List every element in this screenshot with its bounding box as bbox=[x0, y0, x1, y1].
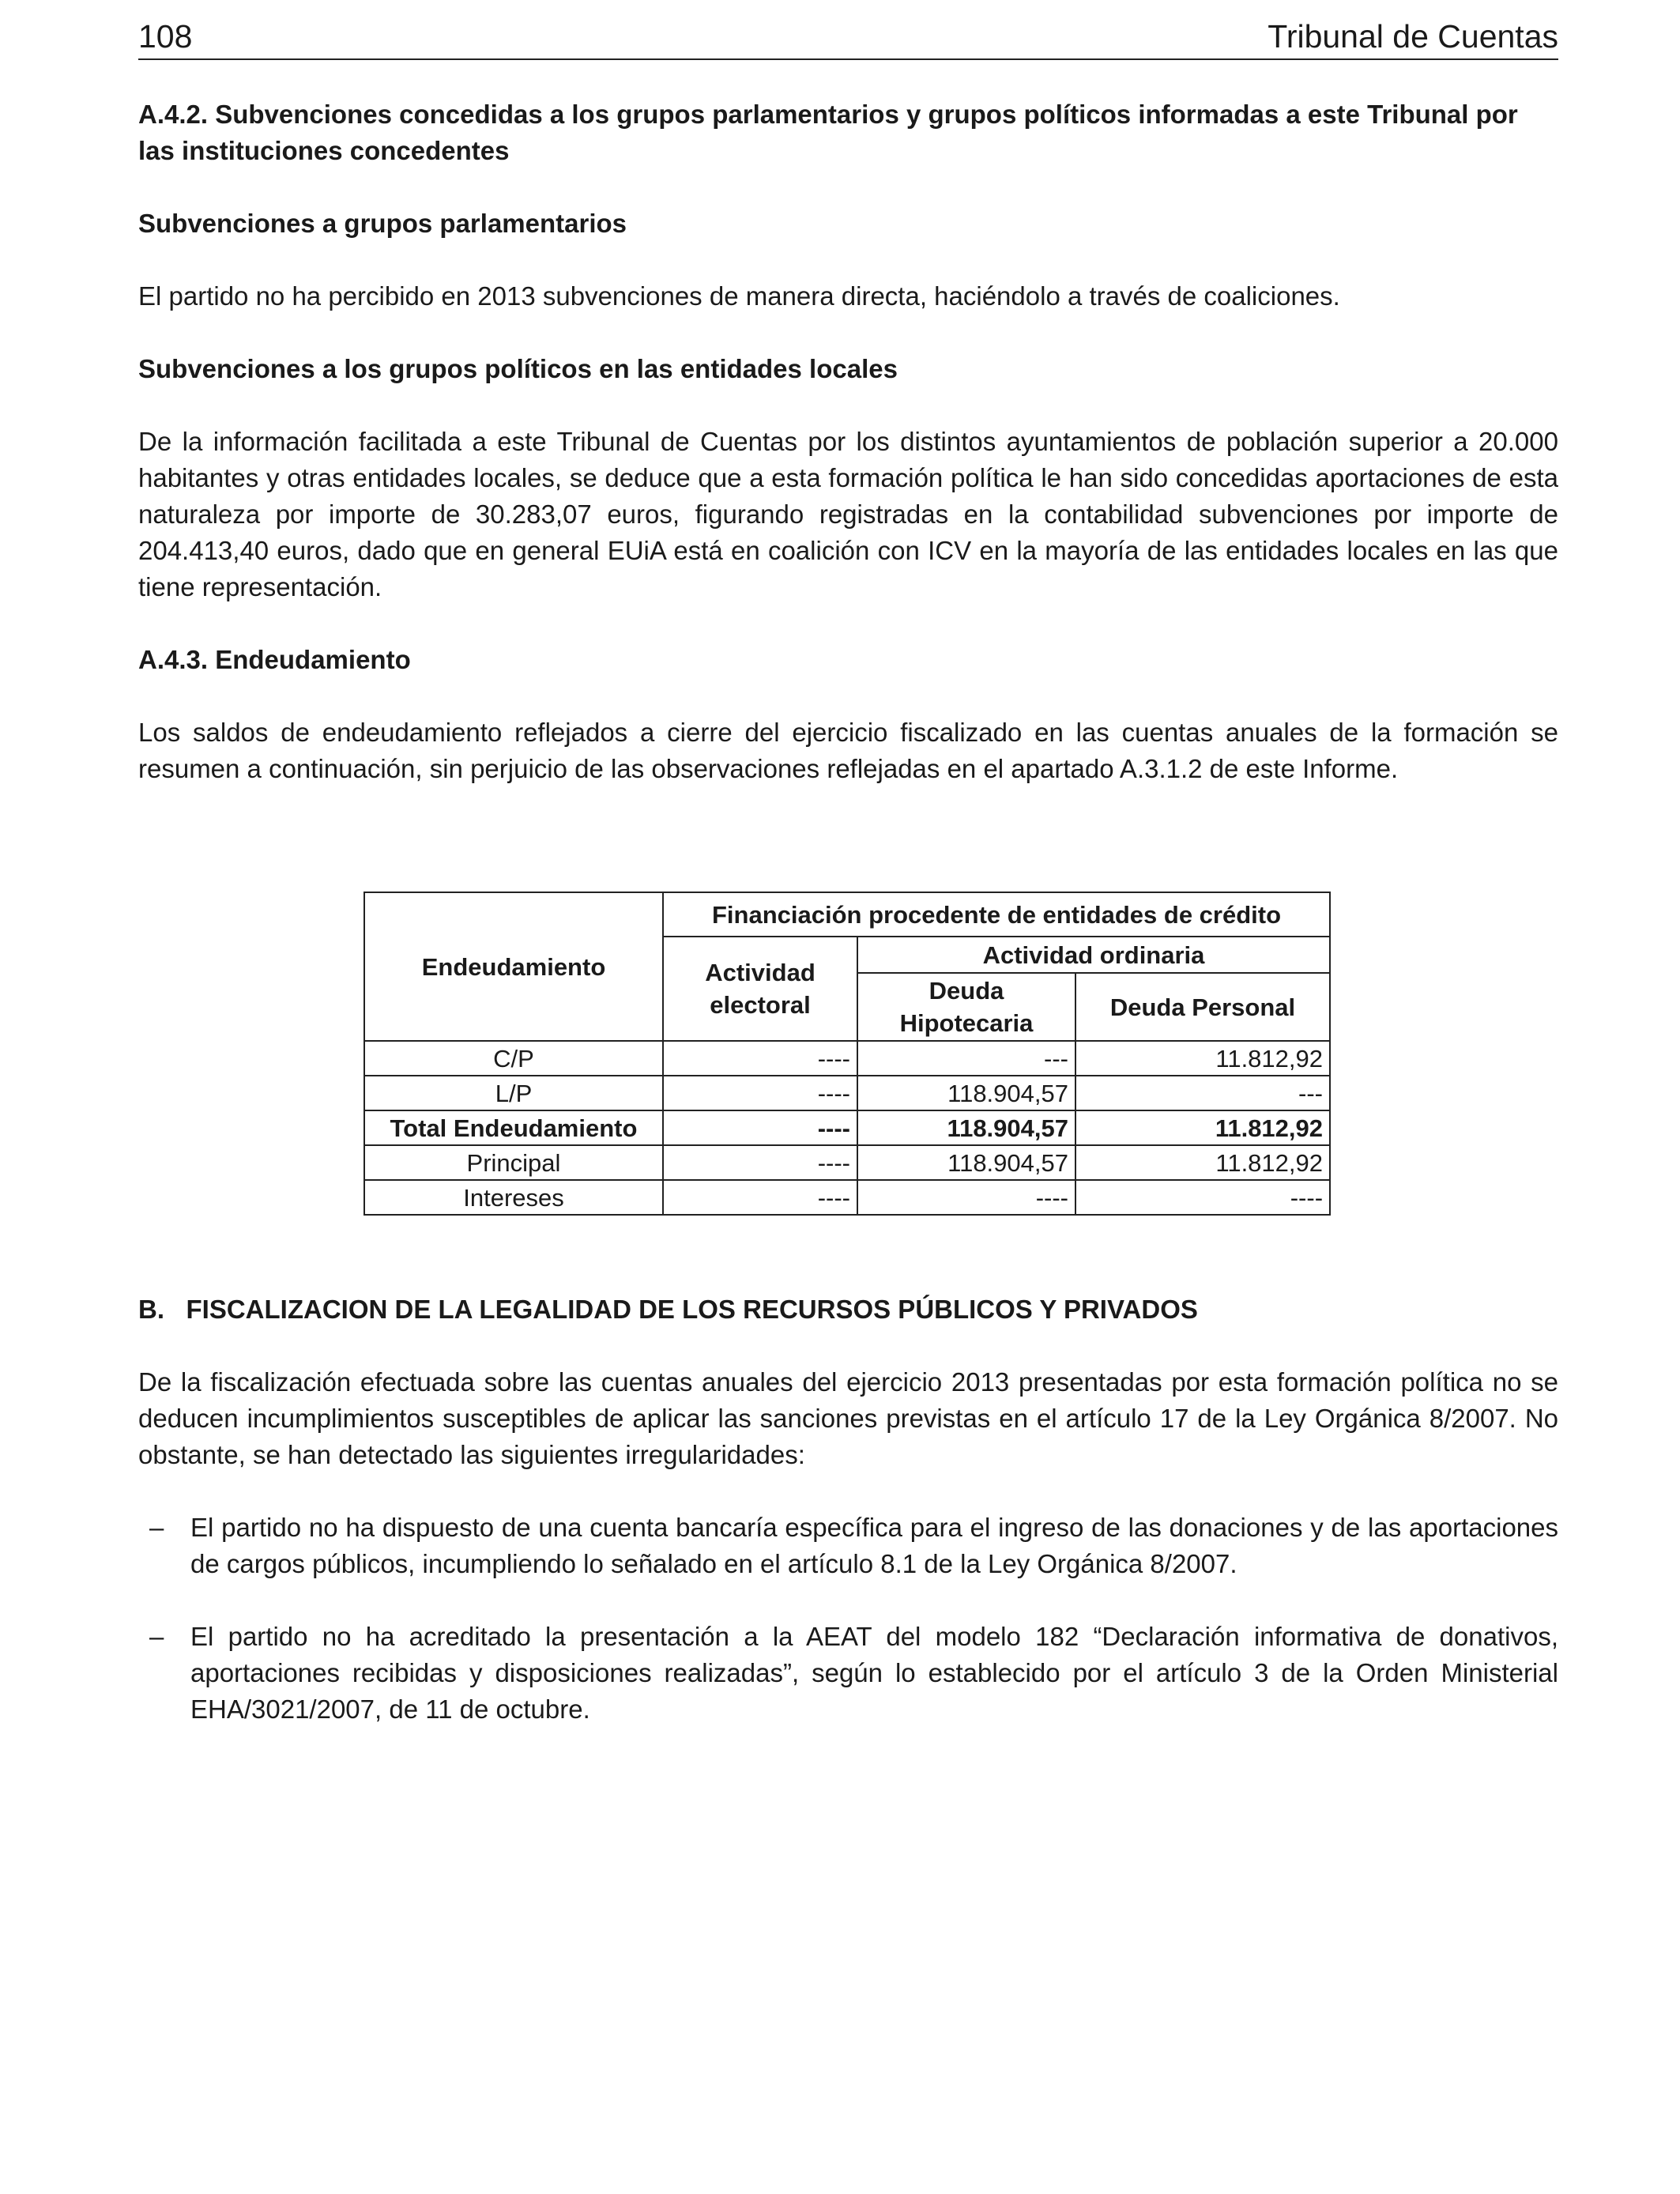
table-row bbox=[364, 1076, 1330, 1110]
section-b-intro: De la fiscalización efectuada sobre las cuentas anuales del ejercicio 2013 presentadas por esta formación política no se deducen incumplimientos susceptibles de aplicar las sanciones previstas en el artículo 17 de la Ley Orgánica 8/2007. No obstante, se han detectado las siguientes irregularidades: bbox=[138, 1367, 1558, 1469]
subsection-grupos-parlamentarios-text: El partido no ha percibido en 2013 subvenciones de manera directa, haciéndolo a través de coaliciones. bbox=[138, 281, 1340, 311]
row-label: Principal bbox=[364, 1145, 663, 1180]
cell-deuda-personal: ---- bbox=[1075, 1180, 1330, 1215]
section-b-title: B. FISCALIZACION DE LA LEGALIDAD DE LOS RECURSOS PÚBLICOS Y PRIVADOS bbox=[138, 1295, 1198, 1324]
irregularities-list bbox=[138, 1510, 1558, 1728]
running-title: Tribunal de Cuentas bbox=[1268, 18, 1558, 55]
section-a43-text: Los saldos de endeudamiento reflejados a cierre del ejercicio fiscalizado en las cuentas anuales de la formación se resumen a continuación, sin perjuicio de las observaciones reflejadas en el apartado A.3.1.2 de este Informe. bbox=[138, 718, 1558, 783]
header-endeudamiento: Endeudamiento bbox=[364, 892, 663, 1041]
table-row-total bbox=[364, 1110, 1330, 1145]
cell-deuda-hipotecaria: 118.904,57 bbox=[857, 1145, 1075, 1180]
page-content bbox=[138, 96, 1558, 1764]
cell-deuda-personal: 11.812,92 bbox=[1075, 1110, 1330, 1145]
row-label: Total Endeudamiento bbox=[364, 1110, 663, 1145]
cell-actividad-electoral: ---- bbox=[663, 1076, 857, 1110]
cell-deuda-hipotecaria: ---- bbox=[857, 1180, 1075, 1215]
list-item-text: El partido no ha dispuesto de una cuenta bancaría específica para el ingreso de las donaciones y de las aportaciones de cargos públicos, incumpliendo lo señalado en el artículo 8.1 de la Ley Orgánica 8/2007. bbox=[190, 1513, 1558, 1578]
table-row bbox=[364, 1180, 1330, 1215]
list-item bbox=[138, 1510, 1558, 1582]
cell-deuda-personal: 11.812,92 bbox=[1075, 1145, 1330, 1180]
running-header bbox=[138, 14, 1558, 60]
list-item-text: El partido no ha acreditado la presentación a la AEAT del modelo 182 “Declaración informativa de donativos, aportaciones recibidas y disposiciones realizadas”, según lo establecido por el artículo 3 de la Orden Ministerial EHA/3021/2007, de 11 de octubre. bbox=[190, 1622, 1558, 1724]
debt-table bbox=[363, 892, 1331, 1216]
cell-deuda-hipotecaria: 118.904,57 bbox=[857, 1076, 1075, 1110]
debt-table-container bbox=[363, 892, 1329, 1216]
header-actividad-ordinaria: Actividad ordinaria bbox=[857, 937, 1330, 973]
cell-actividad-electoral: ---- bbox=[663, 1110, 857, 1145]
cell-actividad-electoral: ---- bbox=[663, 1145, 857, 1180]
subsection-entidades-locales-text: De la información facilitada a este Tribunal de Cuentas por los distintos ayuntamientos de población superior a 20.000 habitantes y otras entidades locales, se deduce que a esta formación política le han sido concedidas aportaciones de esta naturaleza por importe de 30.283,07 euros, figurando registradas en la contabilidad subvenciones por importe de 204.413,40 euros, dado que en general EUiA está en coalición con ICV en la mayoría de las entidades locales en las que tiene representación. bbox=[138, 427, 1558, 601]
cell-deuda-personal: 11.812,92 bbox=[1075, 1041, 1330, 1076]
cell-actividad-electoral: ---- bbox=[663, 1041, 857, 1076]
row-label: C/P bbox=[364, 1041, 663, 1076]
cell-actividad-electoral: ---- bbox=[663, 1180, 857, 1215]
dash-bullet-icon: – bbox=[149, 1622, 164, 1651]
row-label: Intereses bbox=[364, 1180, 663, 1215]
table-row bbox=[364, 1041, 1330, 1076]
subsection-entidades-locales-heading: Subvenciones a los grupos políticos en las entidades locales bbox=[138, 354, 898, 383]
cell-deuda-hipotecaria: 118.904,57 bbox=[857, 1110, 1075, 1145]
table-row bbox=[364, 1145, 1330, 1180]
cell-deuda-hipotecaria: --- bbox=[857, 1041, 1075, 1076]
section-a43-title: A.4.3. Endeudamiento bbox=[138, 645, 411, 674]
section-a42-title: A.4.2. Subvenciones concedidas a los grupos parlamentarios y grupos políticos informadas a este Tribunal por las instituciones concedentes bbox=[138, 100, 1518, 165]
list-item bbox=[138, 1619, 1558, 1728]
page-number: 108 bbox=[138, 18, 193, 55]
cell-deuda-personal: --- bbox=[1075, 1076, 1330, 1110]
header-financiacion: Financiación procedente de entidades de crédito bbox=[663, 892, 1330, 937]
header-deuda-personal: Deuda Personal bbox=[1075, 973, 1330, 1041]
header-deuda-hipotecaria: Deuda Hipotecaria bbox=[857, 973, 1075, 1041]
section-b bbox=[138, 1291, 1558, 1728]
subsection-grupos-parlamentarios-heading: Subvenciones a grupos parlamentarios bbox=[138, 209, 627, 238]
table-header-row bbox=[364, 892, 1330, 937]
dash-bullet-icon: – bbox=[149, 1513, 164, 1542]
header-actividad-electoral: Actividad electoral bbox=[663, 937, 857, 1041]
row-label: L/P bbox=[364, 1076, 663, 1110]
